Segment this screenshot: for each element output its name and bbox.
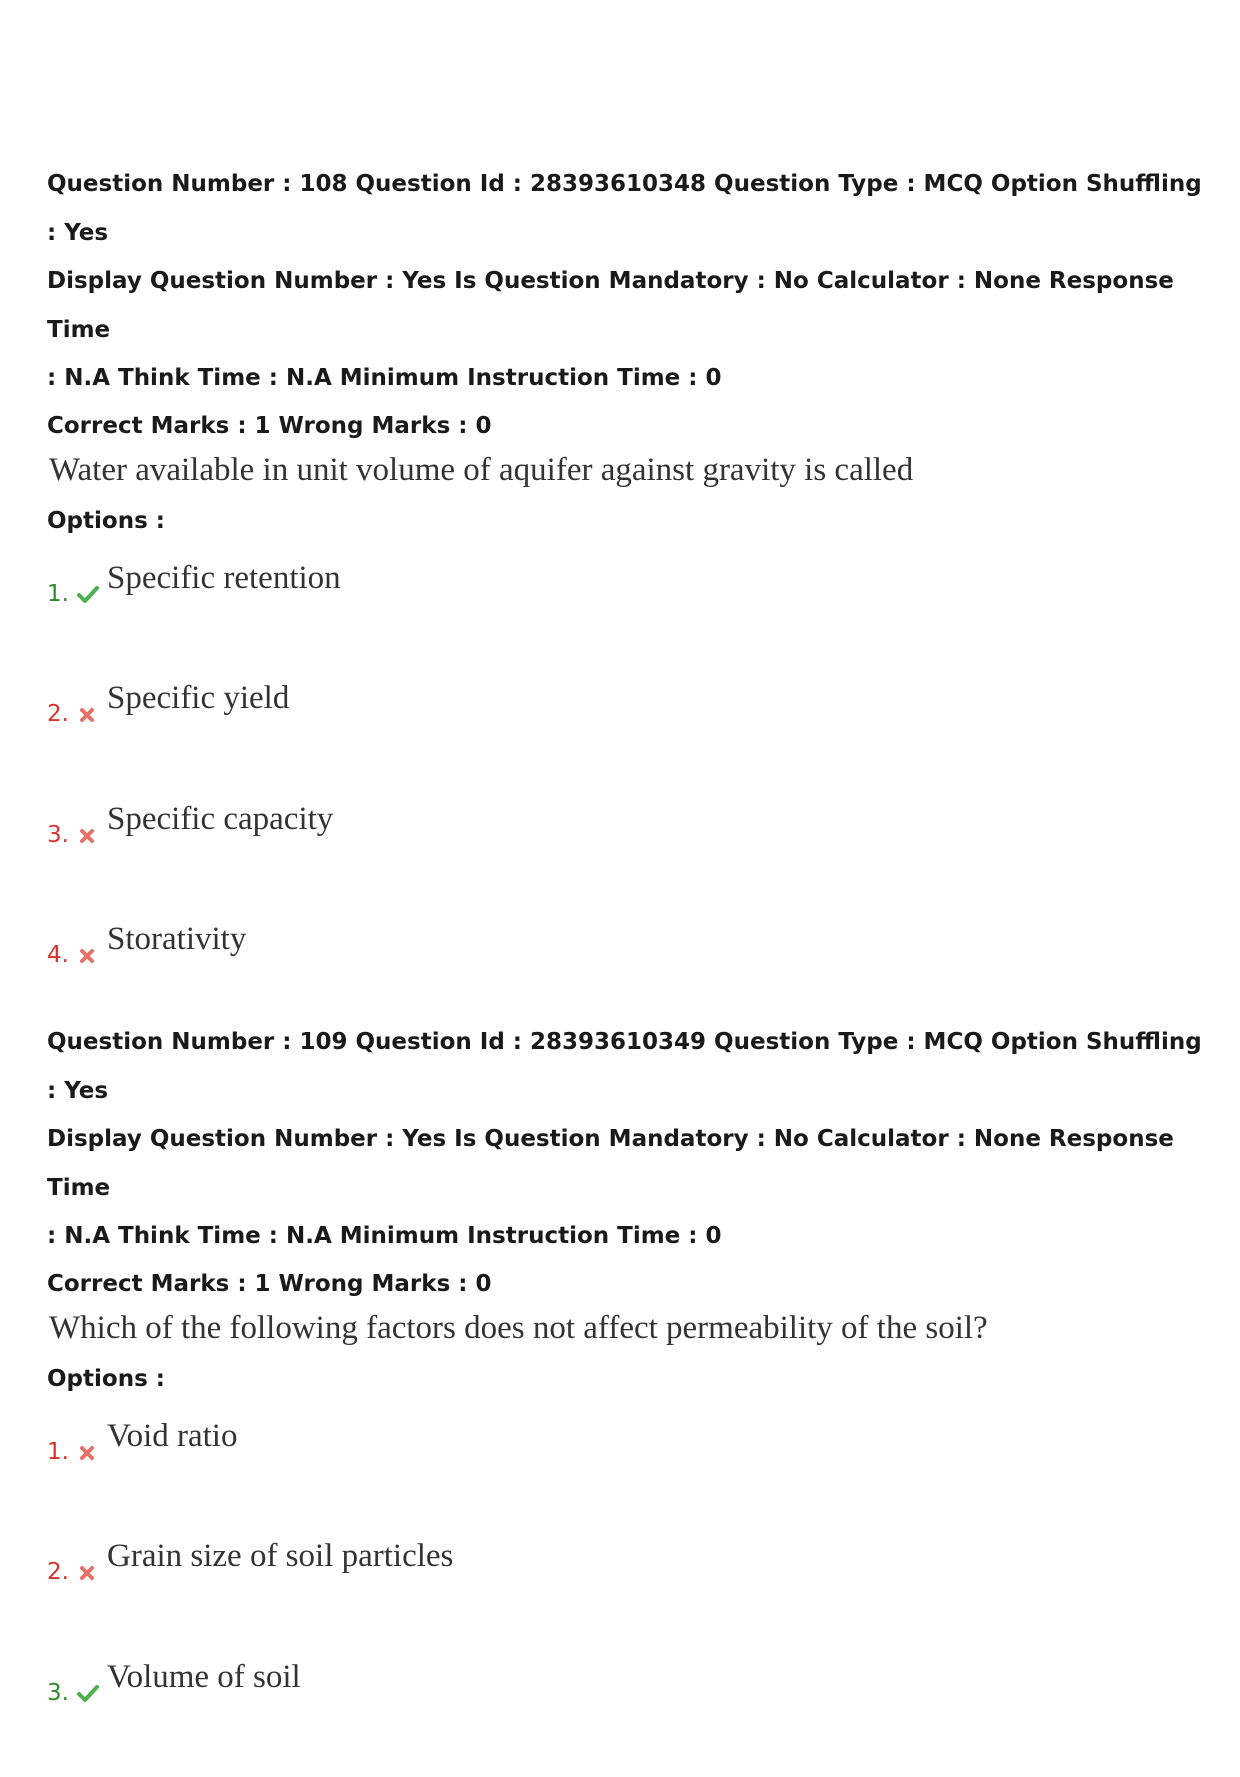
option-item bbox=[47, 558, 1207, 679]
option-number: 1. bbox=[47, 579, 69, 609]
option-number: 2. bbox=[47, 1557, 69, 1587]
option-text: Storativity bbox=[107, 919, 246, 959]
cross-icon bbox=[76, 943, 100, 967]
cross-icon bbox=[76, 1440, 100, 1464]
option-item bbox=[47, 678, 1207, 799]
options-list bbox=[47, 558, 1207, 1040]
question-meta-line: Question Number : 109 Question Id : 28393610349 Question Type : MCQ Option Shuffling : Yes bbox=[47, 1029, 1202, 1104]
question-meta bbox=[47, 1018, 1207, 1261]
option-item bbox=[47, 1536, 1207, 1657]
option-item bbox=[47, 799, 1207, 920]
option-text: Volume of soil bbox=[107, 1657, 301, 1697]
option-text: Specific retention bbox=[107, 558, 341, 598]
check-icon bbox=[76, 582, 100, 606]
question-text: Which of the following factors does not affect permeability of the soil? bbox=[49, 1308, 1207, 1348]
option-text: Specific yield bbox=[107, 678, 289, 718]
option-number: 2. bbox=[47, 699, 69, 729]
question-meta-line: Display Question Number : Yes Is Question Mandatory : No Calculator : None Response Time bbox=[47, 1126, 1174, 1201]
cross-icon bbox=[76, 702, 100, 726]
option-number: 4. bbox=[47, 940, 69, 970]
question-meta-line: Question Number : 108 Question Id : 28393610348 Question Type : MCQ Option Shuffling : Yes bbox=[47, 171, 1202, 246]
option-number: 3. bbox=[47, 820, 69, 850]
option-number: 3. bbox=[47, 1678, 69, 1708]
question-meta-line: : N.A Think Time : N.A Minimum Instruction Time : 0 bbox=[47, 1223, 722, 1249]
option-text: Specific capacity bbox=[107, 799, 333, 839]
options-label: Options : bbox=[47, 506, 1207, 536]
marks-line: Correct Marks : 1 Wrong Marks : 0 bbox=[47, 1269, 1207, 1299]
option-number: 1. bbox=[47, 1437, 69, 1467]
question-meta-line: : N.A Think Time : N.A Minimum Instruction Time : 0 bbox=[47, 365, 722, 391]
options-list bbox=[47, 1416, 1207, 1777]
question-meta bbox=[47, 160, 1207, 403]
option-item bbox=[47, 1657, 1207, 1777]
option-text: Void ratio bbox=[107, 1416, 237, 1456]
question-meta-line: Display Question Number : Yes Is Question Mandatory : No Calculator : None Response Time bbox=[47, 268, 1174, 343]
question-block-109 bbox=[47, 1018, 1207, 1777]
cross-icon bbox=[76, 823, 100, 847]
check-icon bbox=[76, 1681, 100, 1705]
question-text: Water available in unit volume of aquifer against gravity is called bbox=[49, 450, 1207, 490]
marks-line: Correct Marks : 1 Wrong Marks : 0 bbox=[47, 411, 1207, 441]
option-text: Grain size of soil particles bbox=[107, 1536, 453, 1576]
option-item bbox=[47, 1416, 1207, 1537]
cross-icon bbox=[76, 1560, 100, 1584]
options-label: Options : bbox=[47, 1364, 1207, 1394]
question-block-108 bbox=[47, 160, 1207, 1040]
